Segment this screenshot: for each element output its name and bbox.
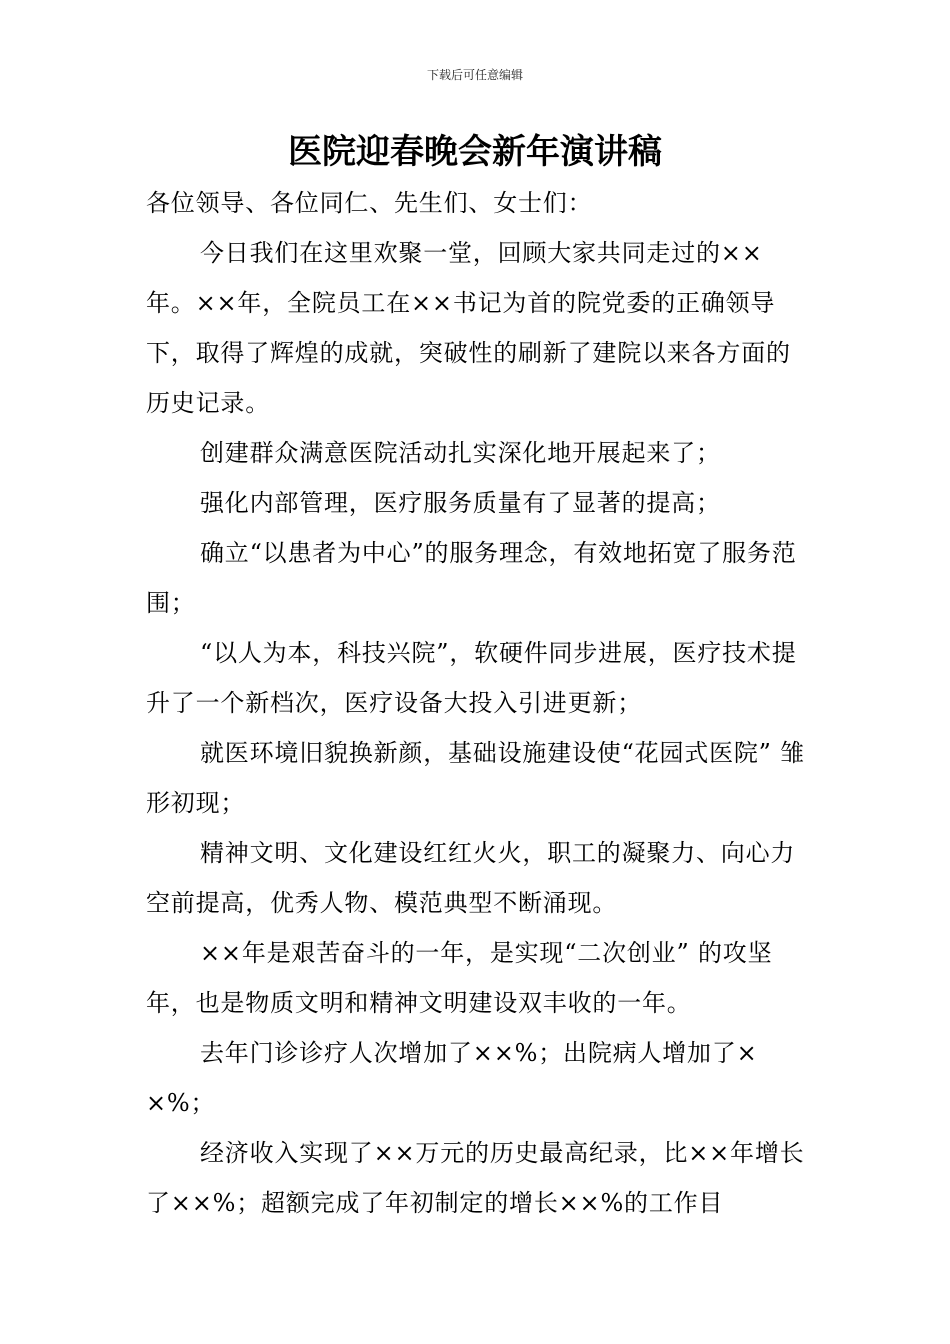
paragraph-1: 今日我们在这里欢聚一堂，回顾大家共同走过的××年。××年，全院员工在××书记为首的院党委的正确领导下，取得了辉煌的成就，突破性的刷新了建院以来各方面的历史记录。 <box>146 239 791 417</box>
paragraph-2: 创建群众满意医院活动扎实深化地开展起来了； <box>200 439 721 467</box>
paragraph-6: 就医环境旧貌换新颜，基础设施建设使“花园式医院” 雏形初现； <box>146 739 805 817</box>
paragraph-4: 确立“以患者为中心”的服务理念，有效地拓宽了服务范围； <box>146 539 797 617</box>
paragraph-8: ××年是艰苦奋斗的一年，是实现“二次创业” 的攻坚年，也是物质文明和精神文明建设双丰收的一年。 <box>146 939 773 1017</box>
document-title: 医院迎春晚会新年演讲稿 <box>288 132 662 172</box>
paragraph-9: 去年门诊诊疗人次增加了××%；出院病人增加了××%； <box>146 1039 758 1117</box>
document-body <box>146 178 810 1228</box>
paragraph-10: 经济收入实现了××万元的历史最高纪录，比××年增长了××%；超额完成了年初制定的增长××%的工作目 <box>146 1139 805 1217</box>
salutation: 各位领导、各位同仁、先生们、女士们： <box>146 189 593 217</box>
paragraph-7: 精神文明、文化建设红红火火，职工的凝聚力、向心力空前提高，优秀人物、模范典型不断涌现。 <box>146 839 796 917</box>
paragraph-3: 强化内部管理，医疗服务质量有了显著的提高； <box>200 489 721 517</box>
page-header-note: 下载后可任意编辑 <box>426 68 523 82</box>
paragraph-5: “以人为本，科技兴院”，软硬件同步进展，医疗技术提升了一个新档次，医疗设备大投入引进更新； <box>146 639 797 717</box>
